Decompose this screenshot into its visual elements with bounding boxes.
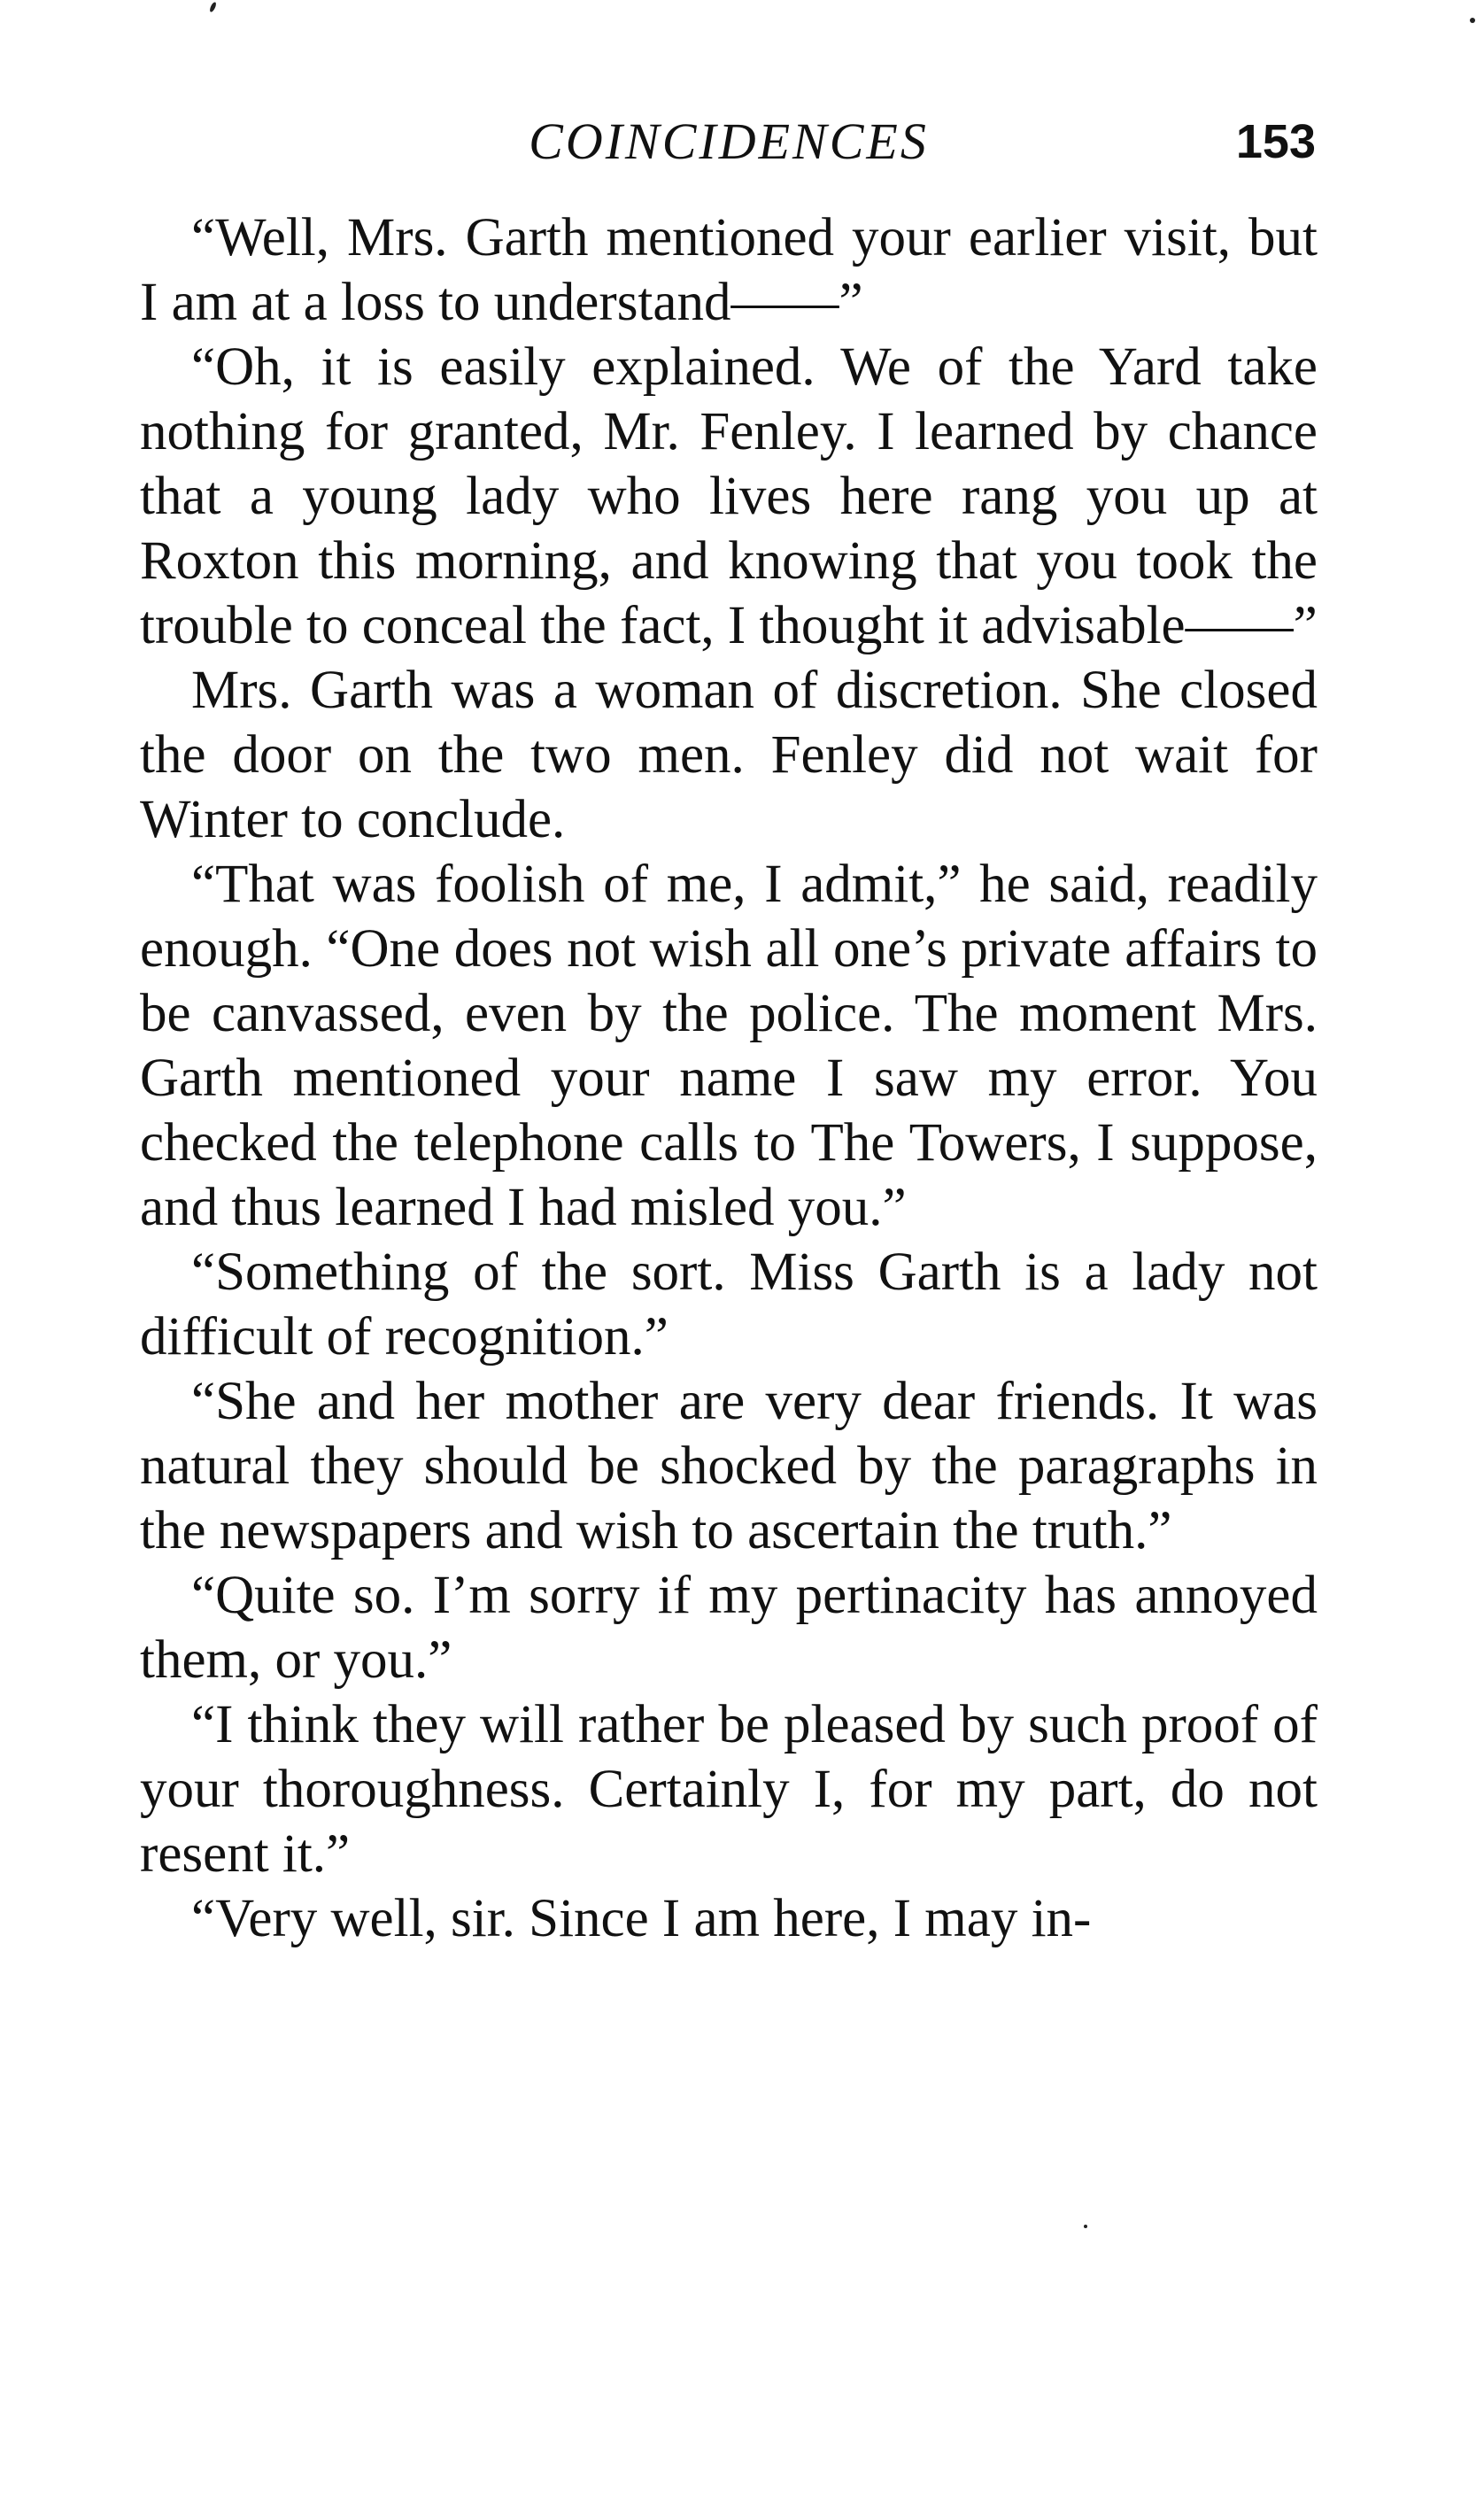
paragraph: “Well, Mrs. Garth mentioned your earlier visit, but I am at a loss to understand——” xyxy=(140,208,1318,332)
running-title: COINCIDENCES xyxy=(529,112,929,170)
paragraph: “She and her mother are very dear friends. It was natural they should be shocked by the paragraphs in the newspapers and wish to ascertain the truth.” xyxy=(140,1372,1318,1560)
page-number: 153 xyxy=(1235,115,1316,168)
paragraph: “Oh, it is easily explained. We of the Yard take nothing for granted, Mr. Fenley. I learned by chance that a young lady who lives here rang you up at Roxton this morning, and knowing that you took the trouble to conceal the fact, I thought it advisable——” xyxy=(140,337,1318,655)
scan-speck xyxy=(1084,2225,1087,2228)
paragraph: Mrs. Garth was a woman of discretion. She closed the door on the two men. Fenley did not wait for Winter to conclude. xyxy=(140,661,1318,849)
body-text xyxy=(140,205,1318,1951)
paragraph: “I think they will rather be pleased by such proof of your thoroughness. Certainly I, for my part, do not resent it.” xyxy=(140,1695,1318,1884)
scan-speck xyxy=(209,2,218,13)
paragraph: “Very well, sir. Since I am here, I may in- xyxy=(191,1889,1092,1948)
page-header xyxy=(142,106,1316,177)
paragraph: “Something of the sort. Miss Garth is a lady not difficult of recognition.” xyxy=(140,1243,1318,1366)
paragraph: “Quite so. I’m sorry if my pertinacity has annoyed them, or you.” xyxy=(140,1566,1318,1690)
paragraph: “That was foolish of me, I admit,” he said, readily enough. “One does not wish all one’s private affairs to be canvassed, even by the police. The moment Mrs. Garth mentioned your name I saw my error. You checked the telephone calls to The Towers, I suppose, and thus learned I had misled you.” xyxy=(140,855,1318,1237)
scan-speck xyxy=(1470,18,1475,23)
